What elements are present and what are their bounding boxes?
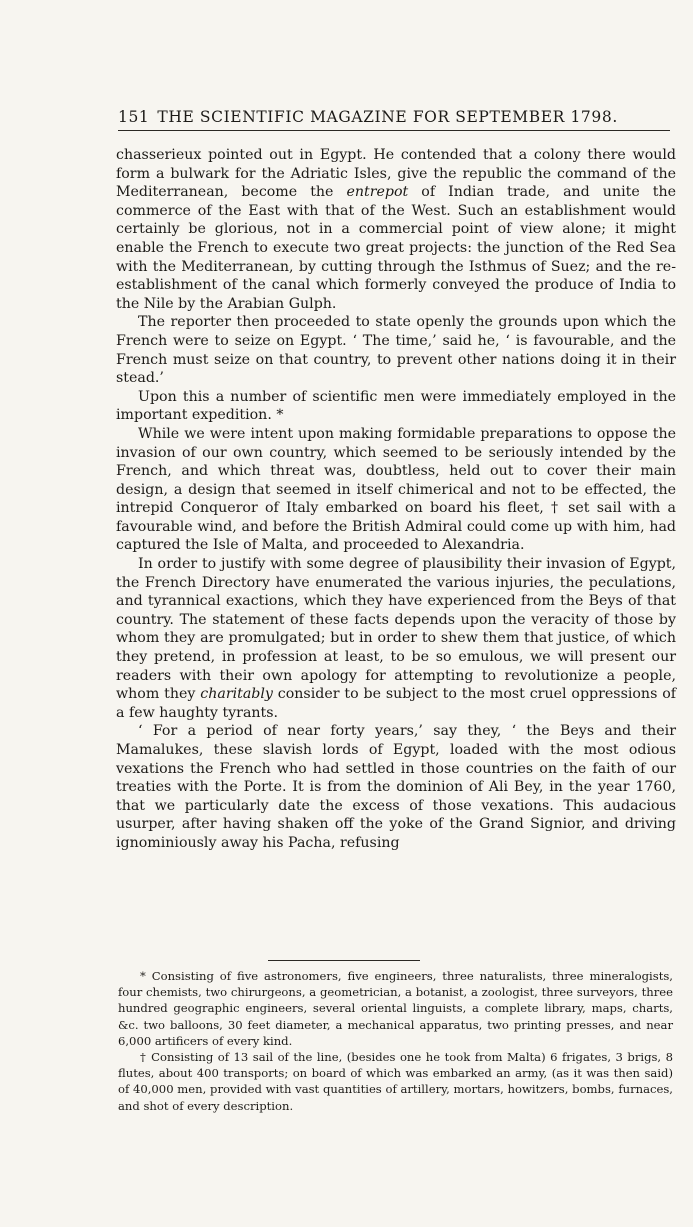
footnote-dagger: † Consisting of 13 sail of the line, (besides one he took from Malta) 6 frigates, 3 brigs, 8 flutes, about 400 transports; on board of which was embarked an army, (as it was then said) of 40,000 men, provided with vast quantities of artillery, mortars, howitzers, bombs, furnaces, and shot of every description. [118,1050,673,1113]
paragraph-1: chasserieux pointed out in Egypt. He contended that a colony there would form a bulwark for the Adriatic Isles, give the republic the command of the Mediterranean, become the entrepot of Indian trade, and unite the commerce of the East with that of the West. Such an establishment would certainly be glorious, not in a commercial point of view alone; it might enable the French to execute two great projects: the junction of the Red Sea with the Mediterranean, by cutting through the Isthmus of Suez; and the re-establishment of the canal which formerly conveyed the produce of India to the Nile by the Arabian Gulph. [116,147,676,312]
paragraph-3: Upon this a number of scientific men were immediately employed in the important expedition. * [116,388,676,424]
article-body [116,146,676,853]
paragraph-4: While we were intent upon making formidable preparations to oppose the invasion of our own country, which seemed to be seriously intended by the French, and which threat was, doubtless, held out to cover their main design, a design that seemed in itself chimerical and not to be effected, the intrepid Conqueror of Italy embarked on board his fleet, † set sail with a favourable wind, and before the British Admiral could come up with him, had captured the Isle of Malta, and proceeded to Alexandria. [116,425,676,554]
footnote-asterisk: * Consisting of five astronomers, five engineers, three naturalists, three mineralogists, four chemists, two chirurgeons, a geometrician, a botanist, a zoologist, three surveyors, three hundred geographic engineers, several oriental linguists, a complete library, maps, charts, &c. two balloons, 30 feet diameter, a mechanical apparatus, two printing presses, and near 6,000 artificers of every kind. [118,969,673,1048]
footnote-rule [268,960,420,961]
paragraph-6: ‘ For a period of near forty years,’ say they, ‘ the Beys and their Mamalukes, these slavish lords of Egypt, loaded with the most odious vexations the French who had settled in those countries on the faith of our treaties with the Porte. It is from the dominion of Ali Bey, in the year 1760, that we particularly date the excess of those vexations. This audacious usurper, after having shaken off the yoke of the Grand Signior, and driving ignominiously away his Pacha, refusing [116,723,676,851]
page-number: 151 [118,108,150,126]
paragraph-2: The reporter then proceeded to state openly the grounds upon which the French were to seize on Egypt. ‘ The time,’ said he, ‘ is favourable, and the French must seize on that country, to prevent other nations doing it in their stead.’ [116,314,676,387]
paragraph-5: In order to justify with some degree of plausibility their invasion of Egypt, the French Directory have enumerated the various injuries, the peculations, and tyrannical exactions, which they have experienced from the Beys of that country. The statement of these facts depends upon the veracity of those by whom they are promulgated; but in order to shew them that justice, of which they pretend, in profession at least, to be so emulous, we will present our readers with their own apology for attempting to revolutionize a people, whom they charitably consider to be subject to the most cruel oppressions of a few haughty tyrants. [116,556,677,721]
header-rule [118,130,670,131]
italic-term: entrepot [346,184,409,201]
running-header [118,108,678,126]
running-title: THE SCIENTIFIC MAGAZINE FOR SEPTEMBER 1798. [157,108,618,126]
footnotes [118,968,673,1114]
italic-term: charitably [200,686,273,703]
